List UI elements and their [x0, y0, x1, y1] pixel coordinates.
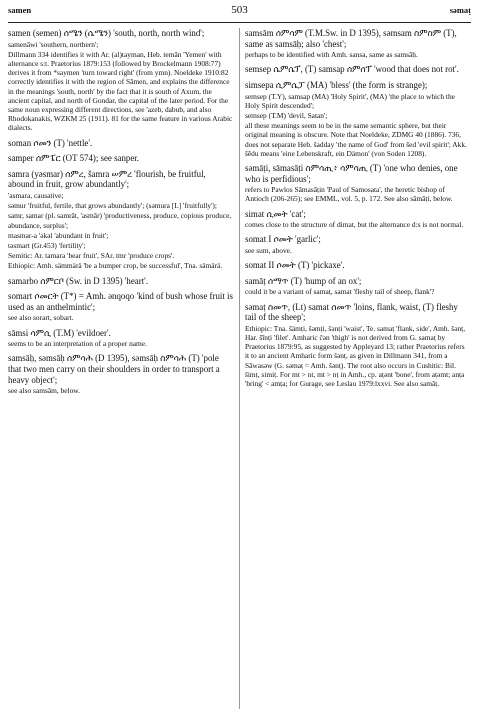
entry-line: samr, samar (pl. samrāt, 'asmār) 'productiveness, produce, copious produce, abundance, surplus'; [8, 211, 232, 230]
running-head-left: samen [8, 5, 32, 15]
entry-headword: samper ሰምፔር (OT 574); see sanper. [8, 153, 139, 164]
entry-line: see sum, above. [245, 245, 292, 255]
dictionary-entry [245, 64, 470, 75]
entry-line: təsmart (Gr.453) 'fertility'; [8, 241, 86, 251]
page-number: 503 [231, 4, 248, 16]
entry-line: could it be a variant of samaṭ, samat 'fleshy tail of sheep, flank'? [245, 287, 435, 297]
dictionary-entry [8, 153, 233, 164]
entry-headword: soman ሶመን (T) 'nettle'. [8, 137, 93, 148]
entry-headword: səmāṭi, sāmasāṭi ስምሳጢ፥ ሳምሳጢ (T) 'one who denies, one who is perfidious'; [245, 163, 458, 184]
entry-line: Semitic: Ar. tamara 'bear fruit', SAr. tmr 'produce crops'. [8, 251, 175, 261]
entry-headword: somat I ሶመት 'garlic'; [245, 234, 321, 245]
dictionary-entry [8, 138, 233, 149]
entry-headword: semsep ሴምሴፕ, (T) samsap ሰምሰፕ 'wood that does not rot'. [245, 64, 459, 75]
column-divider [239, 28, 240, 709]
entry-headword: samarbo ሰምርቦ (Sw. in D 1395) 'heart'. [8, 275, 148, 286]
entry-line: semsep (T.Y), samsap (MA) 'Holy Spirit', (MA) 'the place to which the Holy Spirit descended'; [245, 91, 455, 110]
dictionary-entry [8, 353, 233, 395]
entry-line: semsep (T.M) 'devil, Satan'; [245, 110, 328, 120]
entry-headword: somart ሶመርት (T*) = Amh. ənqoqo 'kind of bush whose fruit is used as an anthelmintic'; [8, 291, 233, 312]
dictionary-entry [8, 169, 233, 271]
entry-line: see also sorart, sobart. [8, 313, 74, 323]
entry-headword: samāṭ ሰማጥ (T) 'hump of an ox'; [245, 275, 362, 286]
entry-headword: somat II ሶመት (T) 'pickaxe'. [245, 260, 345, 271]
entry-headword: simsepa ሲምሴፓ (MA) 'bless' (the form is strange); [245, 79, 428, 90]
entry-line: Dillmann 334 identifies it with Ar. (al)tayman, Heb. temān 'Yemen' with alternance s:t. Praetorius 1879:153 (followed by Brockelmann 1908:77) derives it from *saymen 'turn toward right' (from ymn). Noeldeke 1910:82 correctly identifies it with the region of Sāmen, and explains the difference in the meanings 'south, north' by the fact that it is south of Axum, the ancient capital, and north of Gondar, the capital of the later period. For the same noun expressing different directions, see 'azeb, dabub, and also Rhodokanakis, WZKM 25 (1911). 81 for the same feature in various Arabic dialects. [8, 49, 233, 133]
page-header [8, 4, 471, 23]
left-column [8, 28, 233, 713]
entry-headword: samen (semen) ሰሜን (ሴሜን) 'south, north, north wind'; [8, 28, 205, 38]
dictionary-entry [8, 291, 233, 322]
entry-line: see also samsām, below. [8, 386, 80, 396]
dictionary-entry [245, 260, 470, 271]
dictionary-entry [8, 328, 233, 349]
right-column [245, 28, 470, 713]
entry-line: comes close to the structure of dimat, but the alternance d:s is not normal. [245, 220, 464, 230]
entry-line: samenāwi 'southern, northern'; [8, 39, 99, 49]
dictionary-entry [8, 276, 233, 287]
dictionary-entry [245, 28, 470, 59]
entry-line: seems to be an interpretation of a proper name. [8, 339, 147, 349]
entry-line: perhaps to be identified with Amh. sansa, same as samsāḥ. [245, 50, 418, 60]
dictionary-entry [245, 276, 470, 297]
entry-line: all these meanings seem to be in the same semantic sphere, but their original meaning is obscure. Note that Noeldeke, ZDMG 40 (1886). 736, does not separate Heb. šadday 'the name of God' from šed 'evil spirit'; Akk. šēdu means 'eine Lebenskraft, ein Dämon' (von Soden 1208). [245, 121, 467, 158]
dictionary-entry [245, 302, 470, 389]
running-head-right: səmaṭ [449, 5, 471, 15]
entry-line: refers to Pawlos Sāmasāṭin 'Paul of Samosata', the heretic bishop of Antioch (206-265); see EMML, vol. 5, p. 172. See also sāmāṭi, below. [245, 185, 453, 204]
entry-line: 'asmara, causative; [8, 191, 64, 200]
dictionary-entry [245, 209, 470, 230]
entry-line: Ethiopic: Tna. šämṭi, šəmṭi, šənṭi 'waist', Te. samaṭ 'flank, side', Amh. šənṭ, Har. šīnṭi 'filet'. Amharic čən 'thigh' is not derived from G. samaṭ by Praetorius 1879:95, as suggested by Appleyard 13; rather Praetorius refers it to an ancient Amharic form šənṭ, as given in Dillmann 341, from a Sāwasəw (G. səmaṭ = Amh. šənṭ). The root also occurs in Cushitic: Bil. šimṭ, simiṭ. For mt > nt, mt > nṭ in Amh., cp. aṭənt 'bone', from aṭəmt; anṭa 'bring' < amṭa; for Gurage, see Leslau 1979:lxxvi. See also samāṭ. [245, 323, 466, 388]
entry-line: masmar-a 'əkəl 'abundant in fruit'; [8, 230, 109, 240]
dictionary-entry [245, 163, 470, 204]
dictionary-entry [245, 80, 470, 158]
dictionary-entry [245, 234, 470, 255]
entry-headword: simat ሲመት 'cat'; [245, 208, 306, 219]
entry-headword: səmaṭ ስመጥ, (Lt) samat ሰመጥ 'loins, flank, waist, (T) fleshy tail of the sheep'; [245, 301, 458, 323]
entry-headword: samsāḥ, səmsāḥ ሰምሳሕ (D 1395), səmsāḥ ስምሳሕ (T) 'pole that two men carry on their shoulders in order to transport a heavy object'; [8, 353, 220, 385]
entry-headword: samra (yəsmar) ሰምረ, šamra ሠምረ 'flourish, be fruitful, abound in fruit, grow abundantly'; [8, 168, 206, 190]
entry-headword: samsām ሰምሳም (T.M.Sw. in D 1395), səmsam ስምስም (T), same as samsāḥ; also 'chest'; [245, 28, 457, 49]
entry-line: səmur 'fruitful, fertile, that grows abundantly'; (səmura [L] 'fruitfully'); [8, 201, 217, 211]
entry-line: Ethiopic: Amh. sämmärä 'be a bumper crop, be successful', Tna. sämärä. [8, 261, 223, 271]
entry-headword: sāmsi ሳምሲ (T.M) 'evildoer'. [8, 327, 111, 338]
dictionary-entry [8, 28, 233, 133]
